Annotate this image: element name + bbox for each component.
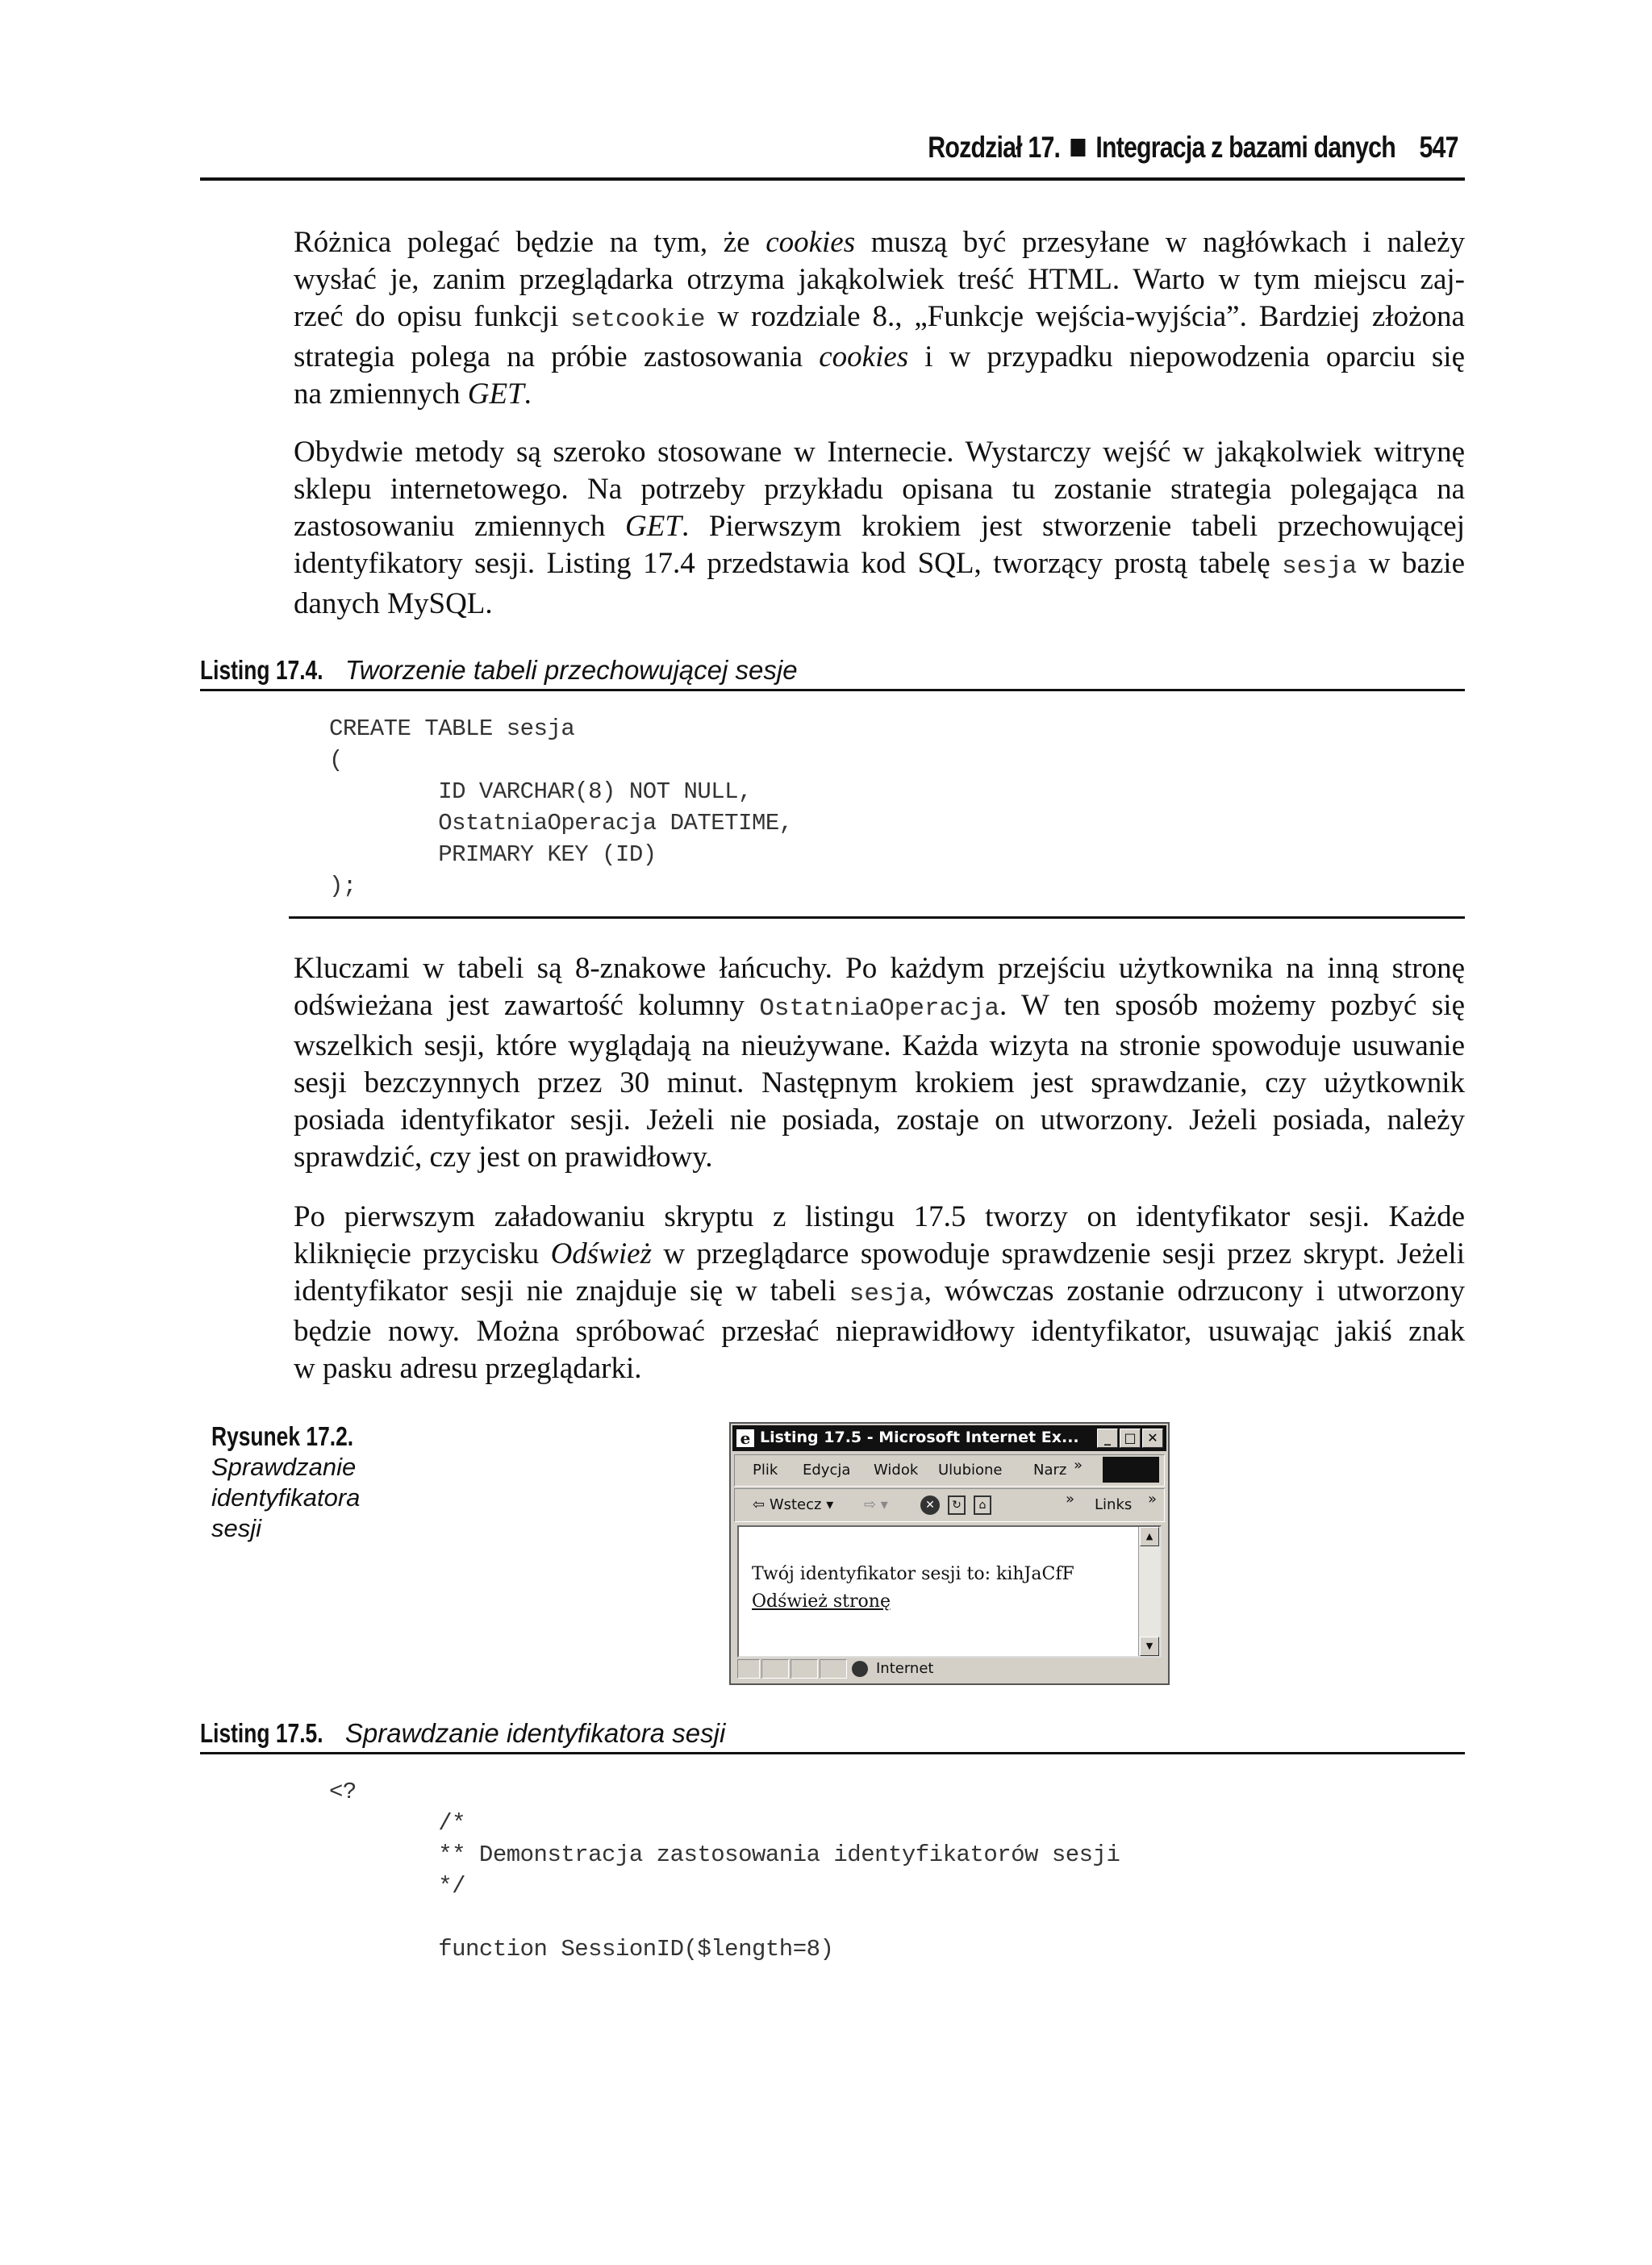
stop-icon[interactable]: ✕ [920,1495,940,1515]
text-line: rzeć do opisu funkcji setcookie w rozdziale 8., „Funkcje wejścia-wyjścia”. Bardziej złożona [294,300,1465,334]
text-line: Obydwie metody są szeroko stosowane w Internecie. Wystarczy wejść w jakąkolwiek witrynę [294,436,1465,469]
header-text [928,131,1458,165]
chevron-right-icon[interactable]: » [1074,1457,1083,1474]
menu-bar [734,1454,1165,1487]
status-cell [791,1659,818,1679]
menu-narzedzia[interactable]: Narz [1033,1462,1067,1479]
paragraph-2 [294,434,1465,623]
page-content [737,1525,1162,1658]
session-id-text: Twój identyfikator sesji to: kihJaCfF [752,1564,1074,1584]
paragraph-1 [294,224,1465,413]
refresh-page-link[interactable]: Odśwież stronę [752,1591,891,1612]
text-line: w pasku adresu przeglądarki. [294,1352,642,1385]
chevron-right-icon[interactable]: » [1148,1491,1158,1508]
text-line: odświeżana jest zawartość kolumny OstatniaOperacja. W ten sposób możemy pozbyć się [294,989,1465,1023]
text-line: sprawdzić, czy jest on prawidłowy. [294,1141,713,1174]
figure-desc: sesji [211,1514,262,1542]
text-line: na zmiennych GET. [294,378,532,411]
window-title: Listing 17.5 - Microsoft Internet Ex... [760,1429,1079,1446]
title-bar [732,1425,1166,1451]
paragraph-4 [294,1199,1465,1387]
text-line: posiada identyfikator sesji. Jeżeli nie posiada, zostaje on utworzony. Jeżeli posiada, należy [294,1103,1465,1137]
text-line: wysłać je, zanim przeglądarka otrzyma jakąkolwiek treść HTML. Warto w tym miejscu zaj- [294,263,1465,296]
svg-text:e: e [740,1429,751,1448]
minimize-button[interactable]: _ [1097,1429,1118,1448]
text-line: danych MySQL. [294,587,493,620]
listing-number: Listing 17.4. [200,655,323,685]
windows-logo-icon [1103,1457,1159,1483]
internet-explorer-icon [736,1429,755,1448]
listing-caption [200,655,1465,691]
refresh-icon[interactable]: ↻ [948,1495,966,1515]
page-number: 547 [1419,131,1458,164]
maximize-button[interactable]: □ [1120,1429,1141,1448]
text-line: sesji bezczynnych przez 30 minut. Następnym krokiem jest sprawdzanie, czy użytkownik [294,1066,1465,1099]
listing-bottom-rule [289,916,1465,919]
links-button[interactable]: Links [1095,1496,1133,1513]
header-chapter: Rozdział 17. [928,131,1061,164]
status-cell [820,1659,847,1679]
menu-widok[interactable]: Widok [874,1462,919,1479]
text-line: identyfikator sesji nie znajduje się w tabeli sesja, wówczas zostanie odrzucony i utworzony [294,1274,1465,1308]
status-zone: Internet [876,1660,934,1677]
globe-icon [852,1661,868,1677]
browser-window [729,1422,1170,1685]
code-block: CREATE TABLE sesja ( ID VARCHAR(8) NOT NULL, OstatniaOperacja DATETIME, PRIMARY KEY (ID) ); [329,715,793,899]
forward-button[interactable]: ⇨ ▾ [864,1496,888,1513]
menu-plik[interactable]: Plik [753,1462,778,1479]
listing-number: Listing 17.5. [200,1718,323,1748]
chevron-right-icon[interactable]: » [1066,1491,1075,1508]
text-line: będzie nowy. Można spróbować przesłać nieprawidłowy identyfikator, usuwając jakiś znak [294,1315,1465,1348]
scroll-up-icon[interactable]: ▲ [1140,1527,1159,1546]
running-header [200,129,1465,181]
back-button[interactable]: ⇦ Wstecz ▾ [753,1496,834,1513]
home-icon[interactable]: ⌂ [974,1495,991,1515]
text-line: identyfikatory sesji. Listing 17.4 przedstawia kod SQL, tworzący prostą tabelę sesja w bazie [294,547,1465,581]
figure-desc: identyfikatora [211,1483,361,1512]
paragraph-3 [294,950,1465,1176]
figure-caption [211,1421,389,1544]
figure-number: Rysunek 17.2. [211,1421,354,1451]
listing-title: Sprawdzanie identyfikatora sesji [344,1718,726,1748]
text-line: zastosowaniu zmiennych GET. Pierwszym krokiem jest stworzenie tabeli przechowującej [294,510,1465,543]
toolbar [734,1488,1165,1522]
text-line: Kluczami w tabeli są 8-znakowe łańcuchy. Po każdym przejściu użytkownika na inną stronę [294,952,1465,985]
close-button[interactable]: ✕ [1142,1429,1163,1448]
status-cell [737,1659,760,1679]
text-line: sklepu internetowego. Na potrzeby przykładu opisana tu zostanie strategia polegająca na [294,473,1465,506]
status-bar [734,1658,1165,1680]
menu-ulubione[interactable]: Ulubione [938,1462,1003,1479]
header-title: Integracja z bazami danych [1095,131,1396,164]
status-cell [761,1659,789,1679]
listing-caption [200,1718,1465,1754]
menu-edycja[interactable]: Edycja [803,1462,851,1479]
text-line: strategia polega na próbie zastosowania cookies i w przypadku niepowodzenia oparciu się [294,340,1466,373]
text-line: wszelkich sesji, które wyglądają na nieużywane. Każda wizyta na stronie spowoduje usuwanie [294,1029,1465,1062]
code-block: <? /* ** Demonstracja zastosowania identyfikatorów sesji */ function SessionID($length=8) [329,1779,1120,1963]
text-line: kliknięcie przycisku Odśwież w przeglądarce spowoduje sprawdzenie sesji przez skrypt. Jeżeli [294,1237,1465,1270]
text-line: Po pierwszym załadowaniu skryptu z listingu 17.5 tworzy on identyfikator sesji. Każde [294,1200,1465,1233]
figure-desc: Sprawdzanie [211,1453,357,1481]
text-line: Różnica polegać będzie na tym, że cookies muszą być przesyłane w nagłówkach i należy [294,226,1465,259]
vertical-scrollbar[interactable] [1138,1527,1160,1656]
back-arrow-icon: ⇦ [753,1496,766,1513]
square-bullet-icon [1071,139,1086,156]
scroll-down-icon[interactable]: ▼ [1140,1637,1159,1656]
listing-title: Tworzenie tabeli przechowującej sesje [344,655,798,685]
